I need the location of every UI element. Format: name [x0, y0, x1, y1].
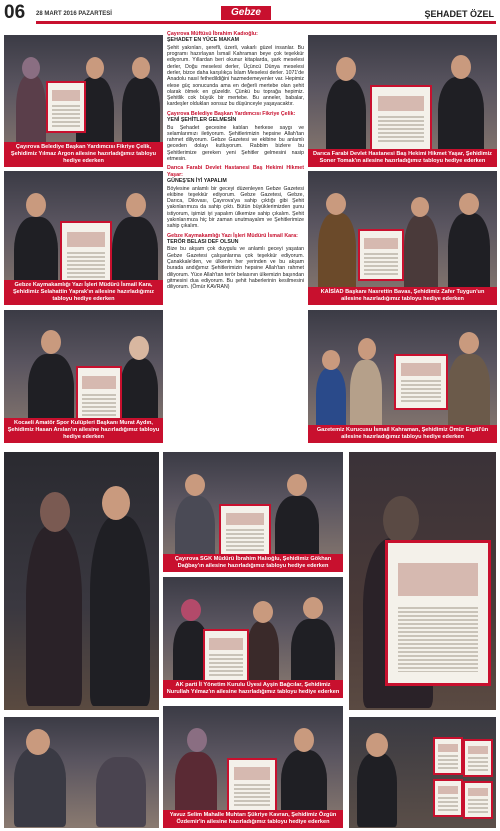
- framed-tribute-board: [203, 629, 249, 683]
- person-figure: [350, 360, 382, 434]
- person-head: [102, 486, 130, 520]
- person-head: [294, 728, 314, 752]
- person-figure: [448, 213, 490, 297]
- framed-tribute-board: [46, 81, 86, 133]
- photo-caption: Gazetemiz Kurucusu İsmail Kahraman, Şehidimiz Ömür Ergül'ün ailesine hazırladığımız tabloyu hediye ederken: [308, 425, 497, 443]
- section-4-headline: TERÖR BELASI DEF OLSUN: [167, 239, 239, 246]
- person-head: [41, 330, 61, 354]
- section-3-text: Böylesine anlamlı bir geceyi düzenleyen Gebze Gazetesi ekibine teşekkür ediyorum. Gebze Gazetesi, Gebze, Darıca, Dilovası, Çayırova'ya sahip çıktığı gibi Şehit yakınlarımıza da sahip çıktı. Bütün büyüklerimizden şunu istiyorum, işimizi iyi yapalım ülkemize sahip çıkalım. Şehit yakınlarımıza hiç bir zaman unutmayalım ve Şehitlerimize sahip çıkalım.: [167, 185, 304, 230]
- photo-4: [308, 171, 497, 305]
- photo-8: [163, 452, 343, 572]
- person-head: [358, 338, 376, 360]
- person-head: [181, 599, 201, 621]
- person-head: [40, 492, 70, 532]
- framed-tribute-board: [76, 366, 122, 426]
- section-3-headline: GÜNEŞ'EN İYİ YAPALIM: [167, 178, 227, 185]
- framed-tribute-board: [463, 739, 493, 777]
- framed-tribute-board: [358, 229, 404, 281]
- photo-caption: AK parti İl Yönetim Kurulu Üyesi Ayşin Bağcılar, Şehidimiz Nurullah Yılmaz'ın ailesine hazırladığımız tabloyu hediye ederken: [163, 680, 343, 698]
- page-header: [0, 0, 500, 26]
- person-head: [336, 57, 356, 81]
- photo-1: [4, 35, 163, 167]
- section-1-text: Şehit yakınları, şerefli, üzerli, vakarlı güzel insanlar. Bu programı hazırlayan İsmail Kahraman beye çok teşekkür ediyorum. Yıllardan beri okunur kitaplarda, şark meselesi derler, Doğu meselesi derler, Üçüncü Dünya meselesi derler, bizce daha karşılıkça İslam Meselesi derler. 1071'de Anadolu nasıl fethedildiğini hazmedemeyenler var. Hepimiz elese güç sonucunda ama en değerli mertebe olan şehit olarak ölmek en güzeldir. Çünkü bu toprağa hepimiz. Şehitlik cok büyük bir mertebe. Bu anneler, babalar, kardeşler oldukları sonsuz bu düşünceyle yaşayacaktır.: [167, 44, 304, 108]
- person-head: [451, 55, 471, 79]
- photo-2: [308, 35, 497, 167]
- section-2-text: Bu Şehadet gecesine katılan herkese saygı ve selamlarımızı iletiyorum. Şehitlerimizin hepsine Allah'tan rahmet diliyorum. Gebze Gazetesi ve ekibine bu anlamlı geceden dolayı kutluyorum. Rabbim bizlere bu Şehitlerimize gereken yeni Şehitler gelmesini nasip etmesin.: [167, 124, 304, 163]
- photo-12: [163, 706, 343, 828]
- person-head: [86, 57, 104, 79]
- section-4-text: Bize bu akşam çok duygulu ve anlamlı geceyi yaşatan Gebze Gazetesi çalışanlarına çok teşekkür ediyorum. Çanakkale'den, ve ülkenin her yerinden ve bu akşam burada andığımız Şehitlerimizin hepsine Allah'tan rahmet diliyorum. Yüce Allah'tan terör belasının ülkemizin başından gitmesini dua ediyorum. Bu şehit haberlerinin kesilmesini diliyorum. (Ömür KAVRAN): [167, 246, 304, 291]
- person-figure: [404, 215, 438, 297]
- person-head: [383, 496, 419, 544]
- photo-9: [349, 452, 496, 710]
- person-figure: [357, 753, 397, 827]
- person-figure: [448, 354, 490, 434]
- header-rule: [36, 21, 496, 24]
- photo-6: [308, 310, 497, 443]
- section-1-headline: ŞEHADET EN YÜCE MAKAM: [167, 37, 240, 44]
- photo-caption: Çayırova SGK Müdürü İbrahim Halıoğlu, Şehidimiz Gökhan Dağbay'ın ailesine hazırladığımız tabloyu hediye ederken: [163, 554, 343, 572]
- person-head: [366, 733, 388, 757]
- person-figure: [90, 516, 150, 706]
- person-figure: [26, 526, 82, 706]
- page-number: 06: [4, 2, 26, 23]
- issue-date: 28 MART 2016 PAZARTESİ: [36, 11, 112, 17]
- framed-tribute-board: [219, 504, 271, 558]
- photo-caption: Çayırova Belediye Başkan Yardımcısı Fikriye Çelik, Şehidimiz Yılmaz Argon ailesine hazırladığımız tabloyu hediye ederken: [4, 142, 163, 167]
- person-head: [287, 474, 307, 496]
- photo-3: [4, 171, 163, 305]
- person-head: [326, 193, 346, 215]
- photo-10: [163, 577, 343, 698]
- person-head: [322, 350, 340, 370]
- framed-tribute-board: [433, 779, 463, 817]
- person-head: [459, 193, 479, 215]
- person-figure: [318, 213, 356, 297]
- section-4-speaker: Gebze Kaymakamlığı Yazı İşleri Müdürü İsmail Kara:: [167, 232, 298, 239]
- person-figure: [96, 757, 146, 827]
- framed-tribute-board: [463, 781, 493, 819]
- person-head: [253, 601, 273, 623]
- person-figure: [326, 79, 366, 159]
- framed-tribute-board: [433, 737, 463, 775]
- section-2-speaker: Çayırova Belediye Başkan Yardımcısı Fikriye Çelik:: [167, 110, 296, 117]
- framed-tribute-board: [227, 758, 277, 814]
- photo-caption: Yavuz Selim Mahalle Muhtarı Şükriye Kavran, Şehidimiz Özgün Özdemir'in ailesine hazırladığımız tabloyu hediye ederken: [163, 810, 343, 828]
- person-head: [129, 336, 149, 360]
- photo-13: [349, 717, 496, 828]
- photo-5: [4, 310, 163, 443]
- section-1-speaker: Çayırova Müftüsü İbrahim Kadıoğlu:: [167, 31, 258, 37]
- framed-tribute-board: [385, 540, 491, 686]
- section-title: ŞEHADET ÖZEL: [424, 9, 494, 19]
- person-head: [22, 57, 40, 79]
- person-head: [132, 57, 150, 79]
- photo-11: [4, 717, 159, 828]
- framed-tribute-board: [60, 221, 112, 287]
- framed-tribute-board: [394, 354, 448, 410]
- newspaper-logo: Gebze: [221, 6, 271, 20]
- section-2-headline: YENİ ŞEHİTLER GELMESİN: [167, 117, 237, 124]
- photo-caption: Gebze Kaymakamlığı Yazı İşleri Müdürü İsmail Kara, Şehidimiz Selahattin Yaprak'ın ailesine hazırladığımız tabloyu hediye ederken: [4, 280, 163, 305]
- photo-caption: Darıca Farabi Devlet Hastanesi Baş Hekimi Hikmet Yaşar, Şehidimiz Soner Tomak'ın ailesine hazırladığımız tabloyu hediye ederken: [308, 149, 497, 167]
- person-head: [303, 597, 323, 619]
- person-head: [185, 474, 205, 496]
- person-head: [187, 728, 207, 752]
- person-head: [126, 193, 146, 217]
- photo-caption: KAİSİAD Başkanı Nasrettin Bavas, Şehidimiz Zafer Tuygun'un ailesine hazırladığımız tabloyu hediye ederken: [308, 287, 497, 305]
- person-head: [26, 193, 46, 217]
- article-body: [167, 31, 304, 294]
- person-head: [26, 729, 50, 755]
- framed-tribute-board: [370, 85, 432, 151]
- person-head: [411, 197, 429, 217]
- photo-7: [4, 452, 159, 710]
- photo-caption: Kocaeli Amatör Spor Kulüpleri Başkanı Murat Aydın, Şehidimiz Hasan Arslan'ın ailesine hazırladığımız tabloyu hediye ederken: [4, 418, 163, 443]
- section-3-speaker: Darıca Farabi Devlet Hastanesi Baş Hekimi Hikmet Yaşar:: [167, 165, 304, 178]
- person-figure: [438, 77, 484, 159]
- person-figure: [14, 747, 66, 827]
- person-head: [459, 332, 479, 354]
